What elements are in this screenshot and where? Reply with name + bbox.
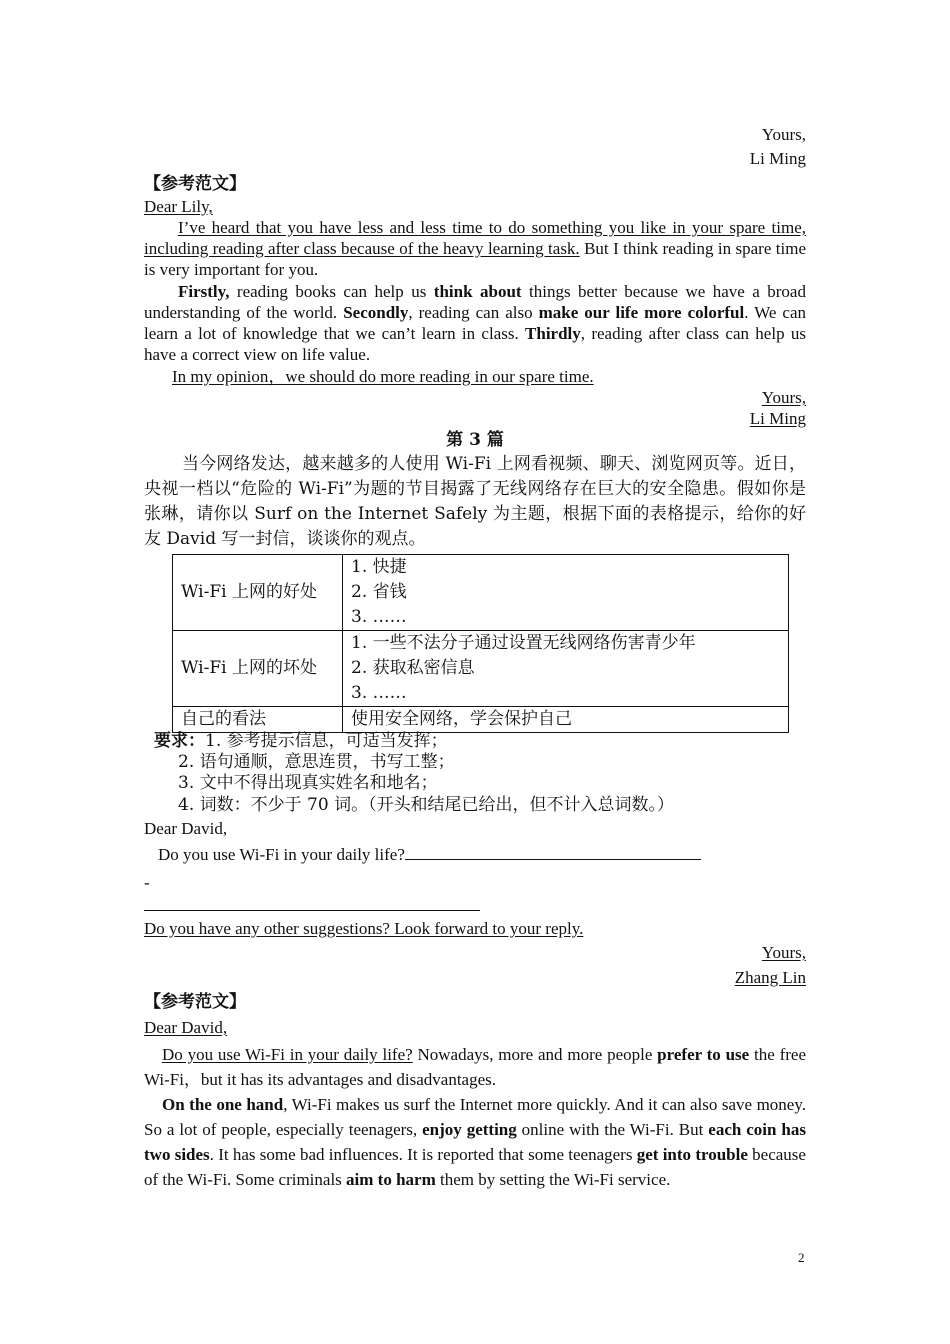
closing-name: Li Ming — [749, 149, 806, 168]
sample2-text: , Wi-Fi makes us surf the Internet more quickly. And it can also save money. So a lot of people, especially teenagers, — [144, 1095, 807, 1139]
sample2-bold-phrase: enjoy getting — [422, 1120, 517, 1139]
sample2-bold-phrase: aim to harm — [346, 1170, 436, 1189]
requirement-item: 4. 词数：不少于 70 词。（开头和结尾已给出，但不计入总词数。） — [178, 795, 675, 815]
table-row — [173, 707, 789, 733]
sample2-text: online with the Wi-Fi. But — [516, 1120, 709, 1139]
sample2-paragraph-2 — [144, 1092, 806, 1192]
table-row — [173, 631, 789, 707]
letter-signature: Zhang Lin — [734, 968, 806, 987]
sample2-text: . It has some bad influences. It is reported that some teenagers — [209, 1145, 637, 1164]
table-item: 2. 省钱 — [351, 582, 407, 602]
requirement-item: 1. 参考提示信息，可适当发挥； — [205, 731, 448, 751]
sample1-name: Li Ming — [749, 409, 806, 428]
sample1-text: things better because we have a broad understanding of the world. — [144, 282, 806, 322]
sample1-bold-phrase: make our life more colorful — [538, 303, 745, 322]
task-prompt: 当今网络发达，越来越多的人使用 Wi-Fi 上网看视频、聊天、浏览网页等。近日，央视一档以“危险的 Wi-Fi”为题的节目揭露了无线网络存在巨大的安全隐患。假如你是张琳，请你以 Surf on the Internet Safely 为主题，根据下面的表格提示，给你的好友 David 写一封信，谈谈你的观点。 — [144, 454, 806, 549]
letter-closing-line: Do you have any other suggestions? Look forward to your reply. — [144, 919, 584, 938]
sample1-text: reading books can help us — [229, 282, 434, 301]
table-item: 使用安全网络，学会保护自己 — [351, 709, 572, 729]
closing-yours: Yours, — [761, 125, 806, 144]
table-row — [173, 555, 789, 631]
sample1-bold-phrase: think about — [433, 282, 522, 301]
letter-greeting: Dear David, — [144, 819, 228, 838]
letter-yours: Yours, — [761, 943, 806, 962]
table-item: 1. 快捷 — [351, 557, 407, 577]
requirement-item: 3. 文中不得出现真实姓名和地名； — [178, 773, 438, 793]
sample1-bold-phrase: Firstly, — [178, 282, 230, 301]
sample1-text: , reading after class can help us have a correct view on life value. — [144, 324, 806, 364]
requirements — [154, 731, 448, 752]
table-row-label: Wi-Fi 上网的好处 — [173, 555, 343, 631]
sample2-bold-phrase: prefer to use — [657, 1045, 750, 1064]
sample2-text: because of the Wi-Fi. Some criminals — [144, 1145, 806, 1189]
sample2-bold-phrase: each coin has two sides — [144, 1120, 806, 1164]
sample1-text: . We can learn a lot of knowledge that we can’t learn in class. — [144, 303, 807, 343]
sample2-text: Nowadays, more and more people — [412, 1045, 658, 1064]
sample1-yours: Yours, — [761, 388, 806, 407]
sample1-paragraph-3: In my opinion，we should do more reading in our spare time. — [172, 367, 594, 386]
letter-first-line — [158, 843, 701, 865]
sample2-bold-phrase: On the one hand — [162, 1095, 284, 1114]
table-row-label: 自己的看法 — [173, 707, 343, 733]
table-row-items — [343, 555, 789, 631]
table-row-items — [343, 707, 789, 733]
sample2-text: Do you use Wi-Fi in your daily life? — [162, 1045, 413, 1064]
sample2-text: the free Wi-Fi，but it has its advantages and disadvantages. — [144, 1045, 806, 1089]
table-row-label: Wi-Fi 上网的坏处 — [173, 631, 343, 707]
letter-greeting: Dear David, — [144, 1018, 228, 1037]
table-item: 3. …… — [351, 607, 407, 627]
page-number: 2 — [798, 1250, 805, 1265]
sample1-bold-phrase: Secondly — [343, 303, 409, 322]
letter-greeting: Dear Lily, — [144, 197, 213, 216]
requirement-item: 2. 语句通顺，意思连贯，书写工整； — [178, 752, 455, 772]
answer-blank[interactable] — [405, 843, 701, 860]
requirements-label: 要求： — [154, 731, 205, 751]
sample1-paragraph-2 — [144, 281, 806, 365]
dash-mark: - — [144, 873, 150, 892]
sample1-paragraph-1 — [144, 217, 806, 280]
table-item: 1. 一些不法分子通过设置无线网络伤害青少年 — [351, 633, 696, 653]
sample-heading: 【参考范文】 — [144, 992, 246, 1012]
table-item: 2. 获取私密信息 — [351, 658, 475, 678]
sample1-text: , reading can also — [408, 303, 539, 322]
table-item: 3. …… — [351, 683, 407, 703]
sample2-paragraph-1 — [144, 1042, 806, 1092]
hint-table — [172, 554, 789, 733]
table-row-items — [343, 631, 789, 707]
sample1-bold-phrase: Thirdly — [525, 324, 581, 343]
section-title: 第 3 篇 — [446, 430, 504, 450]
sample2-bold-phrase: get into trouble — [636, 1145, 748, 1164]
sample1-p1-underlined: I’ve heard that you have less and less time to do something you like in your spare time, including reading after class because of the heavy learning task. — [144, 218, 806, 258]
sample1-p1-rest: But I think reading in spare time is very important for you. — [144, 239, 806, 279]
letter-opening-sentence: Do you use Wi-Fi in your daily life? — [158, 845, 405, 864]
answer-blank[interactable] — [144, 893, 480, 911]
sample-heading: 【参考范文】 — [144, 174, 246, 194]
sample2-text: them by setting the Wi-Fi service. — [435, 1170, 671, 1189]
